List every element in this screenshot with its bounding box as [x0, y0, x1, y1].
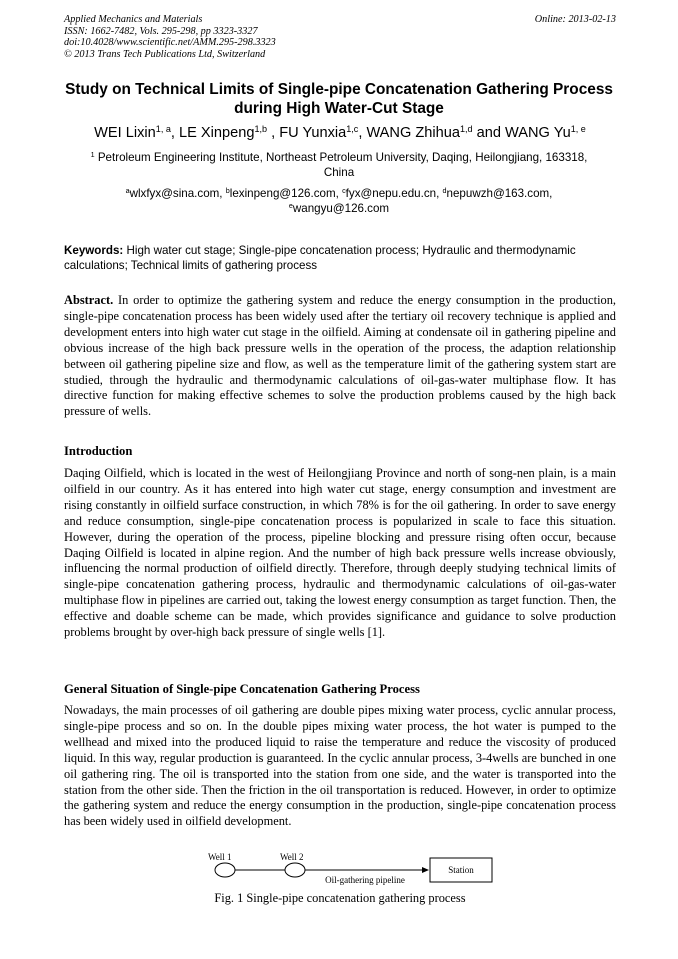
author: LE Xinpeng$^{1,b}$ , — [178, 124, 280, 141]
figure-1-caption: Fig. 1 Single-pipe concatenation gathering process — [214, 891, 466, 905]
abstract-label: Abstract. — [64, 293, 114, 307]
issn-line: ISSN: 1662-7482, Vols. 295-298, pp 3323-3327 — [64, 25, 258, 37]
process-diagram — [180, 850, 510, 890]
keywords-label: Keywords: — [64, 244, 124, 257]
paper-title: Study on Technical Limits of Single-pipe Concatenation Gathering Process during High Water-Cut Stage — [65, 81, 613, 117]
author: WANG Yu$^{1, e}$ — [505, 124, 586, 141]
abstract-text: In order to optimize the gathering system and reduce the energy consumption in the production, single-pipe concatenation process has been widely used after the tertiary oil recovery technique is applied and development enters into high water cut stage in the oilfield. Aiming at condensate oil in gathering pipeline and obvious increase of the high back pressure wells in the operation of the process, the adaption relationship between oil gathering pipeline size and flow, as well as the temperature limit of the gathering system start are studied, through the hydraulic and thermodynamic calculations of oil-gas-water multiphase flow. It has directive function for making effective schemes to solve the production problems caused by the high back pressure of wells. — [64, 293, 616, 419]
well-1-label: Well 1 — [208, 852, 232, 862]
author: WANG Zhihua$^{1,d}$ and — [366, 124, 506, 141]
author-list — [40, 124, 640, 142]
email-link[interactable]: $^d$nepuwzh@163.com, — [442, 186, 553, 200]
author: WEI Lixin$^{1, a}$, — [94, 124, 179, 141]
well-2-label: Well 2 — [280, 852, 304, 862]
abstract — [64, 293, 616, 420]
journal-header — [64, 14, 616, 60]
keywords — [64, 243, 616, 273]
well-2-node — [285, 863, 305, 877]
email-link[interactable]: $^e$wangyu@126.com — [288, 201, 390, 215]
station-label: Station — [448, 865, 474, 875]
email-link[interactable]: $^c$fyx@nepu.edu.cn, — [342, 186, 443, 200]
flow-arrow-icon — [422, 867, 429, 873]
email-link[interactable]: $^b$lexinpeng@126.com, — [225, 186, 343, 200]
section-heading-general-situation: General Situation of Single-pipe Concatenation Gathering Process — [64, 682, 420, 696]
affiliation: $^1$ Petroleum Engineering Institute, Northeast Petroleum University, Daqing, Heilongjiang, 163318, China — [90, 150, 588, 179]
online-date: Online: 2013-02-13 — [534, 14, 616, 25]
pipeline-label: Oil-gathering pipeline — [325, 875, 405, 885]
well-1-node — [215, 863, 235, 877]
author: FU Yunxia$^{1,c}$, — [279, 124, 367, 141]
keywords-text: High water cut stage; Single-pipe concatenation process; Hydraulic and thermodynamic calculations; Technical limits of gathering process — [64, 244, 576, 273]
email-link[interactable]: $^a$wlxfyx@sina.com, — [125, 186, 226, 200]
journal-name: Applied Mechanics and Materials — [64, 14, 203, 25]
figure-1-diagram — [180, 850, 510, 890]
section-heading-introduction: Introduction — [64, 444, 133, 458]
copyright-line: © 2013 Trans Tech Publications Ltd, Switzerland — [64, 48, 266, 60]
email-list — [64, 186, 614, 216]
doi-line: doi:10.4028/www.scientific.net/AMM.295-298.3323 — [64, 37, 276, 49]
introduction-paragraph: Daqing Oilfield, which is located in the west of Heilongjiang Province and north of song-nen plain, is a main oilfield in our country. As it has entered into high water cut stage, energy consumption and investment are rising constantly in oilfield surface construction, in which 78% is for the oil gathering. In order to save energy and reduce consumption, single-pipe concatenation process is popularized in scale to face this situation. However, during the operation of the process, pipeline blocking and pressure rising often occur, because Daqing Oilfield is located in alpine region. And the number of high back pressure wells increase obviously, influencing the normal production of oilfield directly. Therefore, through deeply studying technical limits of single-pipe concatenation gathering process, hydraulic and thermodynamic calculations of oil-gas-water multiphase flow in pipelines are carried out, taking the lowest energy consumption as target function. Then, the effective and doable scheme can be made, which provides significance and guidance to solve production problems brought by over-high back pressure of single wells [1]. — [64, 466, 616, 640]
general-situation-paragraph: Nowadays, the main processes of oil gathering are double pipes mixing water process, cyclic annular process, single-pipe process and so on. In the double pipes mixing water process, the hot water is pumped to the wellhead and mixed into the produced liquid to raise the temperature and reduce the viscosity of produced liquid. In this way, regular production is guaranteed. In the cyclic annular process, 3-4wells are bunched in one oil gathering ring. The oil is transported into the station from one side, and the water is transported into the station from the other side. Then the friction in the oil transportation is reduced. However, in order to optimize the gathering system and reduce the energy consumption in the production, single-pipe concatenation process has been widely used in oilfield development. — [64, 703, 616, 829]
